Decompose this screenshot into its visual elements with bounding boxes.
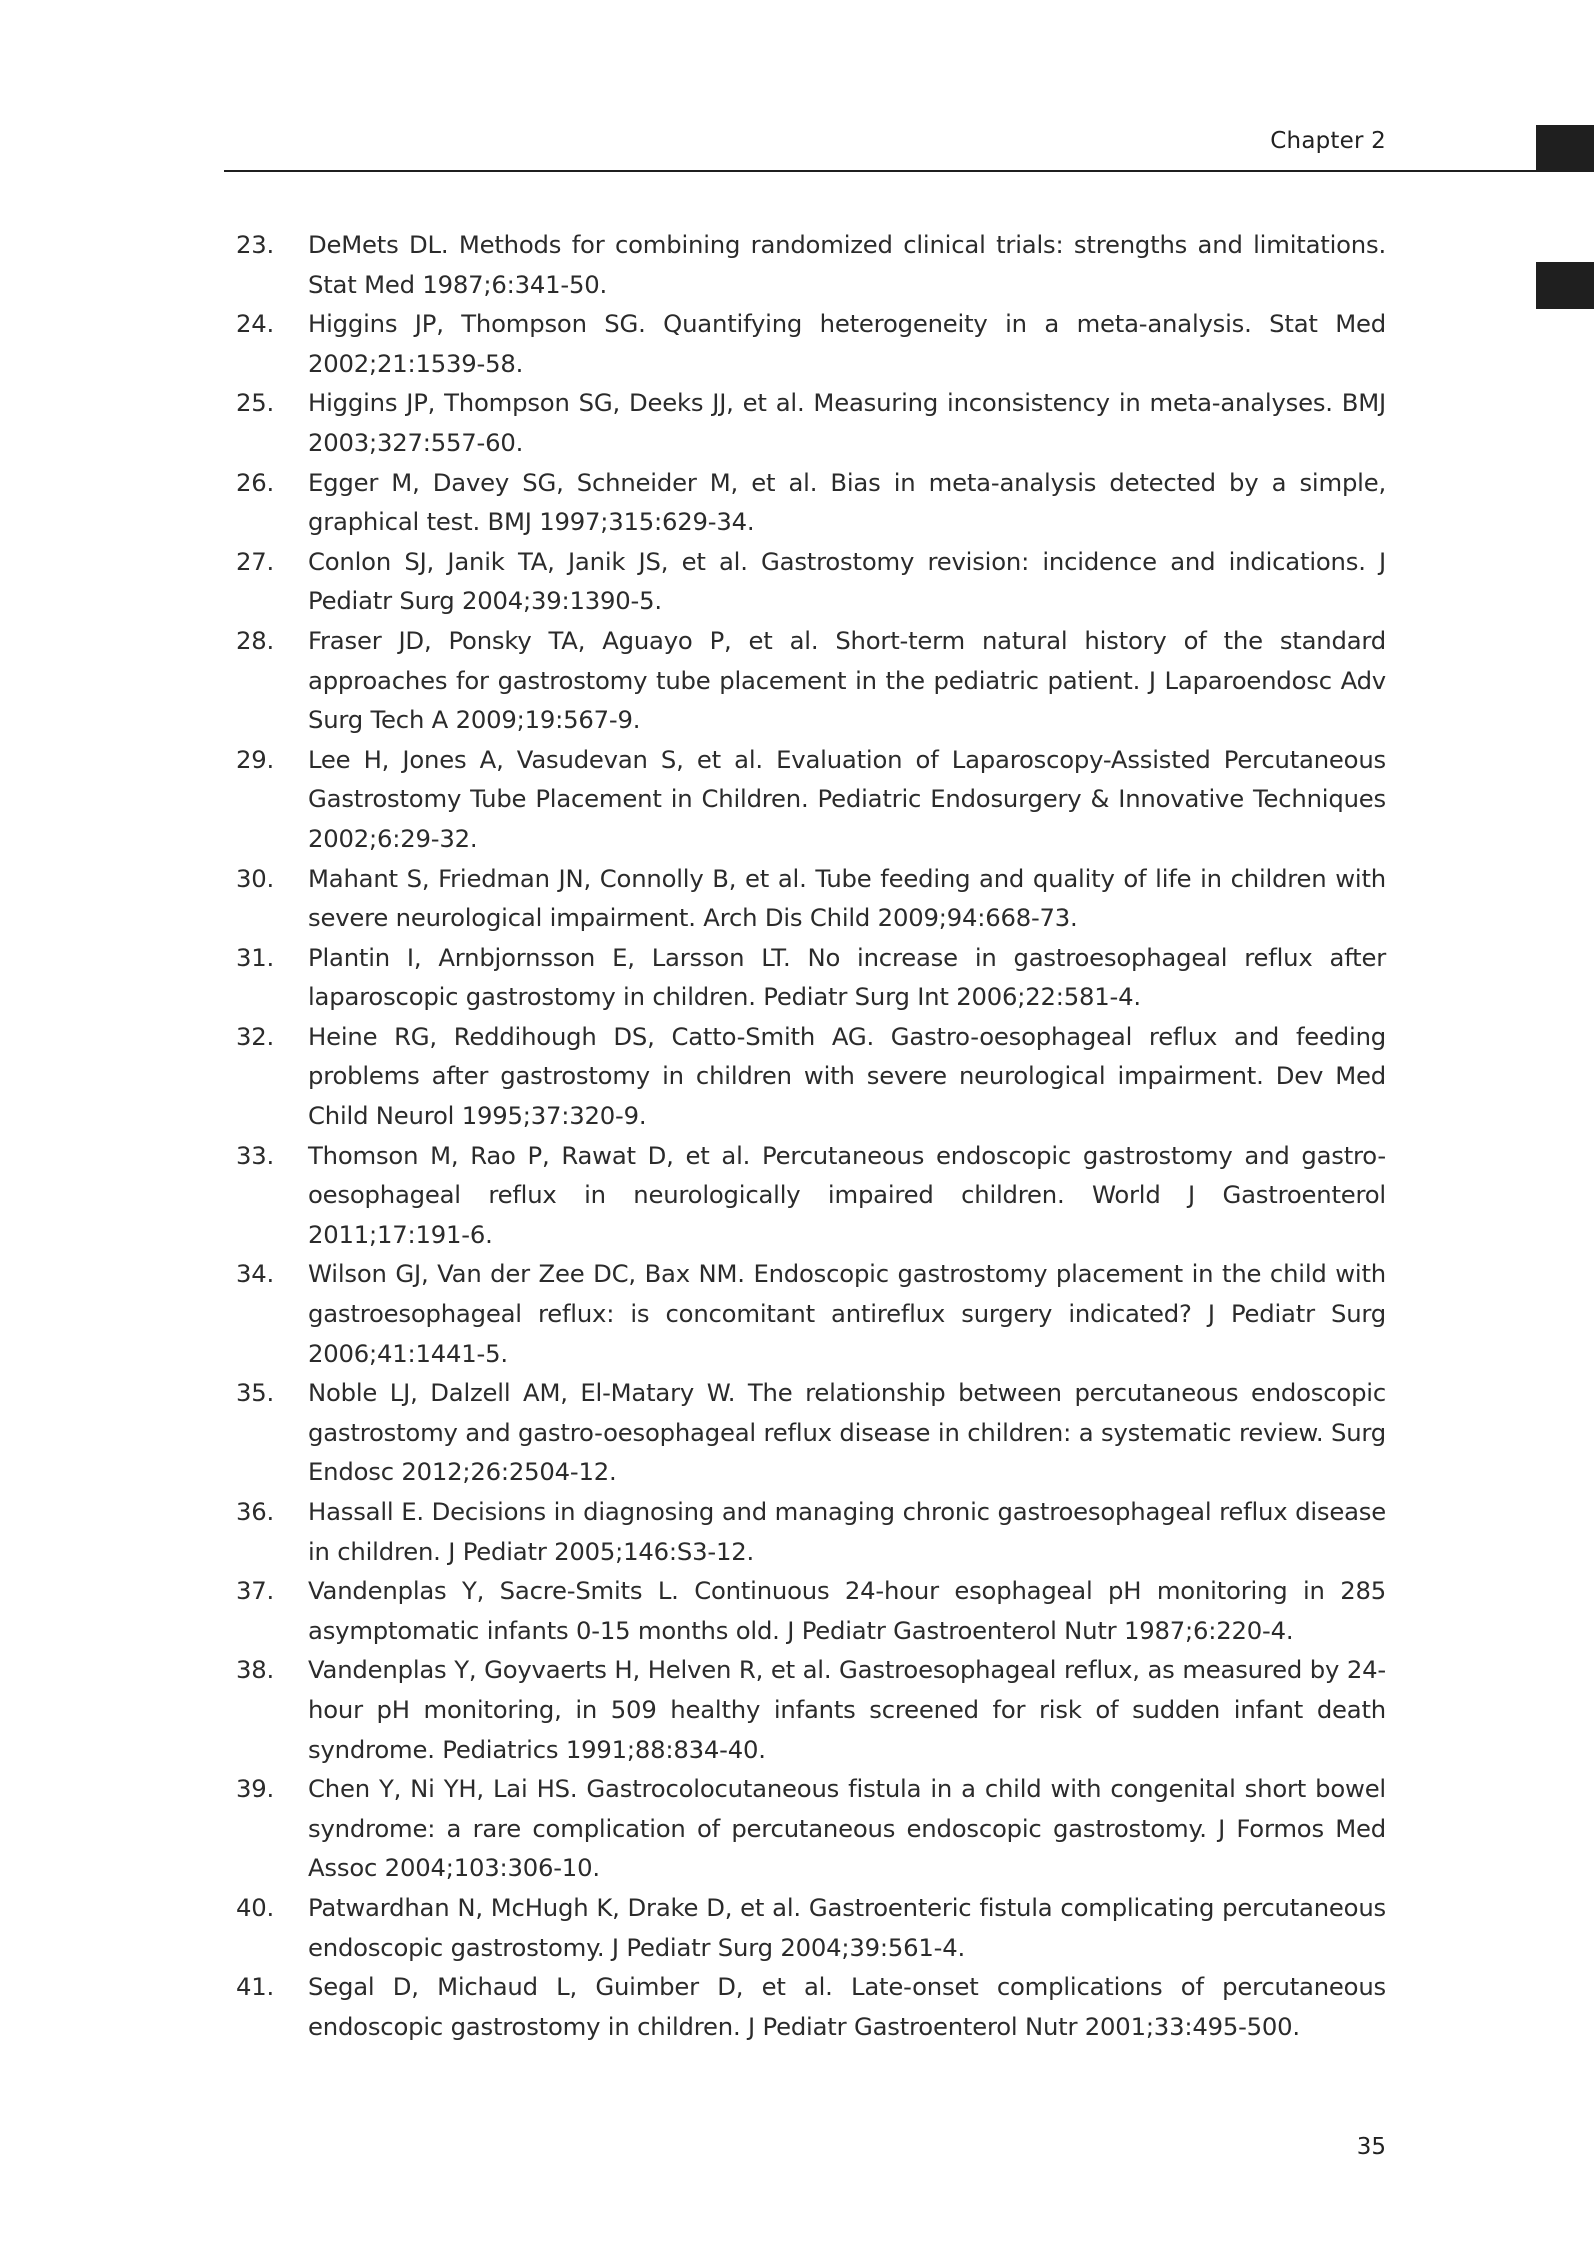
reference-item [236,1136,1386,1255]
reference-item [236,859,1386,938]
reference-text: Thomson M, Rao P, Rawat D, et al. Percutaneous endoscopic gastrostomy and gastro-oesophageal reflux in neurologically impaired children. World J Gastroenterol 2011;17:191-6. [308,1140,1386,1249]
reference-number: 23. [236,230,275,259]
reference-list [236,225,1386,2046]
reference-item [236,1967,1386,2046]
reference-text: Fraser JD, Ponsky TA, Aguayo P, et al. Short-term natural history of the standard approaches for gastrostomy tube placement in the pediatric patient. J Laparoendosc Adv Surg Tech A 2009;19:567-9. [308,625,1386,735]
chapter-tab-marker [1536,125,1594,172]
reference-item [236,1017,1386,1136]
reference-number: 41. [236,1972,275,2002]
reference-text: Chen Y, Ni YH, Lai HS. Gastrocolocutaneous fistula in a child with congenital short bowel syndrome: a rare complication of percutaneous endoscopic gastrostomy. J Formos Med Assoc 2004;103:306-10. [308,1774,1386,1883]
reference-text: Wilson GJ, Van der Zee DC, Bax NM. Endoscopic gastrostomy placement in the child with gastroesophageal reflux: is concomitant antireflux surgery indicated? J Pediatr Surg 2006;41:1441-5. [308,1259,1386,1368]
reference-text: Higgins JP, Thompson SG, Deeks JJ, et al. Measuring inconsistency in meta-analyses. BMJ 2003;327:557-60. [308,388,1386,457]
reference-number: 24. [236,309,275,339]
reference-number: 25. [236,388,275,418]
reference-number: 37. [236,1576,275,1606]
reference-text: Vandenplas Y, Sacre-Smits L. Continuous 24-hour esophageal pH monitoring in 285 asymptomatic infants 0-15 months old. J Pediatr Gastroenterol Nutr 1987;6:220-4. [308,1576,1386,1645]
reference-text: Plantin I, Arnbjornsson E, Larsson LT. No increase in gastroesophageal reflux after laparoscopic gastrostomy in children. Pediatr Surg Int 2006;22:581-4. [308,942,1386,1012]
reference-number: 30. [236,863,275,893]
reference-item [236,938,1386,1017]
reference-number: 29. [236,744,275,774]
reference-text: Egger M, Davey SG, Schneider M, et al. Bias in meta-analysis detected by a simple, graphical test. BMJ 1997;315:629-34. [308,467,1386,537]
reference-number: 38. [236,1655,275,1685]
reference-number: 39. [236,1774,275,1804]
reference-text: Vandenplas Y, Goyvaerts H, Helven R, et al. Gastroesophageal reflux, as measured by 24-hour pH monitoring, in 509 healthy infants screened for risk of sudden infant death syndrome. Pediatrics 1991;88:834-40. [308,1655,1386,1764]
header-rule [224,170,1594,172]
reference-text: Segal D, Michaud L, Guimber D, et al. Late-onset complications of percutaneous endoscopic gastrostomy in children. J Pediatr Gastroenterol Nutr 2001;33:495-500. [308,1972,1386,2041]
reference-text: Higgins JP, Thompson SG. Quantifying heterogeneity in a meta-analysis. Stat Med 2002;21:1539-58. [308,309,1386,378]
reference-text: Heine RG, Reddihough DS, Catto-Smith AG. Gastro-oesophageal reflux and feeding problems after gastrostomy in children with severe neurological impairment. Dev Med Child Neurol 1995;37:320-9. [308,1021,1386,1131]
section-tab-marker [1536,262,1594,309]
reference-number: 26. [236,467,275,497]
reference-item [236,1373,1386,1492]
reference-number: 35. [236,1378,275,1408]
reference-text: Conlon SJ, Janik TA, Janik JS, et al. Gastrostomy revision: incidence and indications. J Pediatr Surg 2004;39:1390-5. [308,546,1386,616]
reference-text: Mahant S, Friedman JN, Connolly B, et al. Tube feeding and quality of life in children with severe neurological impairment. Arch Dis Child 2009;94:668-73. [308,863,1386,933]
reference-item [236,740,1386,859]
reference-number: 40. [236,1892,275,1922]
reference-number: 36. [236,1497,275,1526]
reference-text: Hassall E. Decisions in diagnosing and managing chronic gastroesophageal reflux disease in children. J Pediatr 2005;146:S3-12. [308,1497,1386,1566]
reference-item [236,304,1386,383]
reference-item [236,1888,1386,1967]
reference-item [236,1571,1386,1650]
reference-number: 34. [236,1259,275,1289]
reference-text: Noble LJ, Dalzell AM, El-Matary W. The relationship between percutaneous endoscopic gastrostomy and gastro-oesophageal reflux disease in children: a systematic review. Surg Endosc 2012;26:2504-12. [308,1378,1386,1487]
reference-number: 32. [236,1021,275,1051]
page-number: 35 [1356,2134,1386,2160]
reference-item [236,463,1386,542]
reference-text: Lee H, Jones A, Vasudevan S, et al. Evaluation of Laparoscopy-Assisted Percutaneous Gastrostomy Tube Placement in Children. Pediatric Endosurgery & Innovative Techniques 2002;6:29-32. [308,744,1386,853]
reference-item [236,1769,1386,1888]
reference-item [236,1492,1386,1571]
reference-text: DeMets DL. Methods for combining randomized clinical trials: strengths and limitations. Stat Med 1987;6:341-50. [308,230,1386,299]
reference-number: 31. [236,942,275,972]
reference-item [236,542,1386,621]
reference-text: Patwardhan N, McHugh K, Drake D, et al. Gastroenteric fistula complicating percutaneous endoscopic gastrostomy. J Pediatr Surg 2004;39:561-4. [308,1892,1386,1962]
reference-item [236,225,1386,304]
reference-number: 28. [236,625,275,655]
reference-number: 33. [236,1140,275,1170]
reference-item [236,1254,1386,1373]
chapter-header-label: Chapter 2 [1270,128,1386,154]
reference-item [236,1650,1386,1769]
reference-item [236,621,1386,740]
reference-number: 27. [236,546,275,576]
reference-item [236,383,1386,462]
